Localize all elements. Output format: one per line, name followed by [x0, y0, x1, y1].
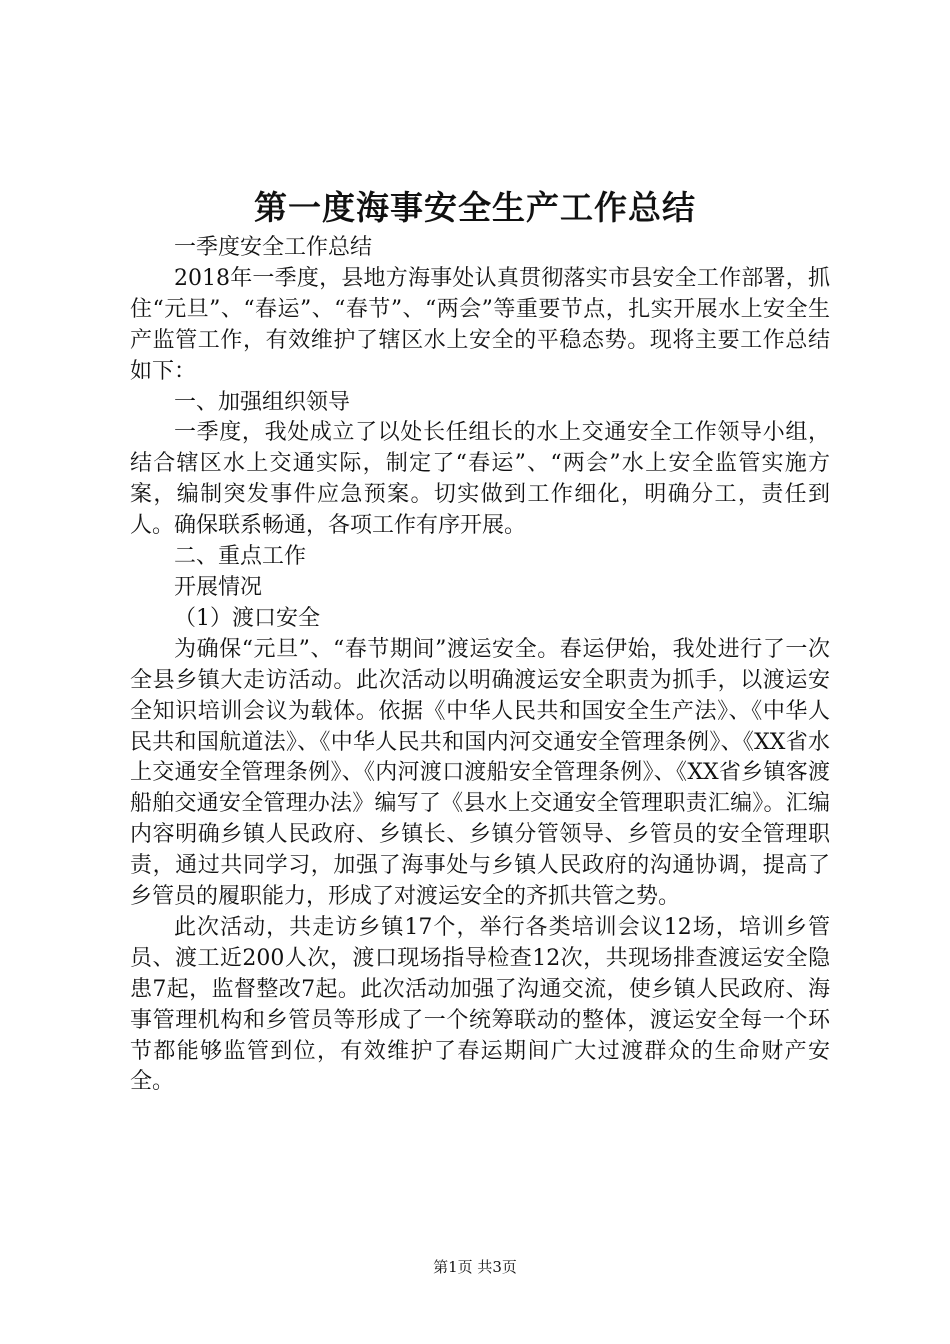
section-heading-2: 二、重点工作 [174, 544, 307, 570]
section-heading-1: 一、加强组织领导 [174, 389, 351, 415]
intro-paragraph: 2018年一季度，县地方海事处认真贯彻落实市县安全工作部署，抓住“元旦”、“春运”、“春节”、“两会”等重要节点，扎实开展水上安全生产监管工作，有效维护了辖区水上安全的平稳态势。现将主要工作总结如下： [130, 265, 830, 384]
section-subtitle: 一季度安全工作总结 [174, 235, 373, 260]
subsection-heading-ferry-safety: （1）渡口安全 [174, 605, 320, 631]
document-title: 第一度海事安全生产工作总结 [254, 188, 696, 227]
ferry-safety-paragraph: 为确保“元旦”、“春节期间”渡运安全。春运伊始，我处进行了一次全县乡镇大走访活动。此次活动以明确渡运安全职责为抓手，以渡运安全知识培训会议为载体。依据《中华人民共和国安全生产法》、《中华人民共和国航道法》、《中华人民共和国内河交通安全管理条例》、《XX省水上交通安全管理条例》、《内河渡口渡船安全管理条例》、《XX省乡镇客渡船舶交通安全管理办法》编写了《县水上交通安全管理职责汇编》。汇编内容明确乡镇人民政府、乡镇长、乡镇分管领导、乡管员的安全管理职责，通过共同学习，加强了海事处与乡镇人民政府的沟通协调，提高了乡管员的履职能力，形成了对渡运安全的齐抓共管之势。 [130, 636, 830, 910]
section-heading-2-continued: 开展情况 [174, 574, 263, 600]
page-number-footer: 第1页 共3页 [433, 1258, 517, 1276]
organization-paragraph: 一季度，我处成立了以处长任组长的水上交通安全工作领导小组，结合辖区水上交通实际，制定了“春运”、“两会”水上安全监管实施方案，编制突发事件应急预案。切实做到工作细化，明确分工，责任到人。确保联系畅通，各项工作有序开展。 [130, 420, 830, 539]
activity-results-paragraph: 此次活动，共走访乡镇17个，举行各类培训会议12场，培训乡管员、渡工近200人次，渡口现场指导检查12次，共现场排查渡运安全隐患7起，监督整改7起。此次活动加强了沟通交流，使乡镇人民政府、海事管理机构和乡管员等形成了一个统筹联动的整体，渡运安全每一个环节都能够监管到位，有效维护了春运期间广大过渡群众的生命财产安全。 [130, 914, 830, 1095]
document-body [130, 233, 830, 1098]
